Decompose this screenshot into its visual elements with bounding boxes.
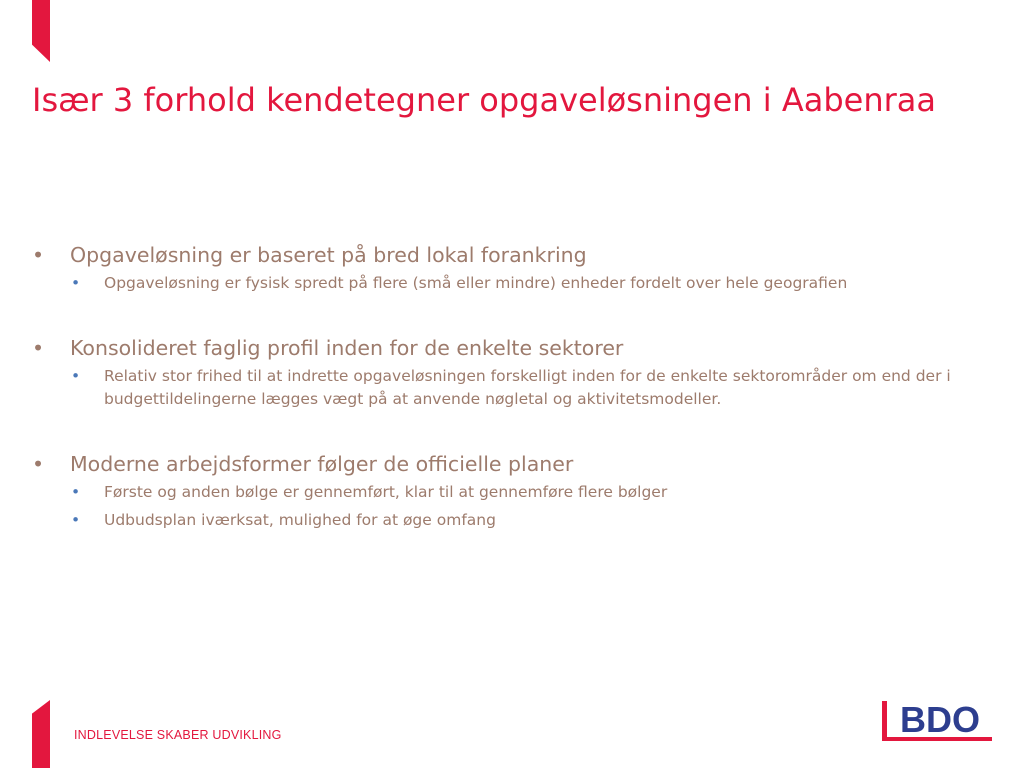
bullet-text: Opgaveløsning er baseret på bred lokal forankring: [70, 243, 587, 267]
bullet-group-3: [32, 449, 982, 532]
bullet-text: Konsolideret faglig profil inden for de enkelte sektorer: [70, 336, 624, 360]
bullet-text: Moderne arbejdsformer følger de officielle planer: [70, 452, 574, 476]
bullet-marker: •: [32, 452, 45, 476]
sub-bullet-text: Udbudsplan iværksat, mulighed for at øge omfang: [104, 511, 496, 529]
slide-content: [32, 240, 982, 570]
bullet-group-1: [32, 240, 982, 295]
sub-bullet-item: [32, 481, 982, 504]
sub-bullet-item: [32, 365, 982, 411]
slide-title: Især 3 forhold kendetegner opgaveløsningen i Aabenraa: [32, 81, 936, 119]
sub-bullet-item: [32, 272, 982, 295]
bullet-item: [32, 333, 982, 363]
sub-bullet-marker: •: [71, 511, 81, 529]
logo-text: BDO: [900, 700, 980, 740]
sub-bullet-marker: •: [71, 367, 81, 385]
sub-bullet-list: [32, 481, 982, 532]
top-accent-bar: [32, 0, 50, 62]
sub-bullet-marker: •: [71, 274, 81, 292]
footer-tagline: INDLEVELSE SKABER UDVIKLING: [74, 728, 282, 742]
bullet-group-2: [32, 333, 982, 411]
sub-bullet-list: [32, 365, 982, 411]
bullet-item: [32, 449, 982, 479]
bullet-item: [32, 240, 982, 270]
bdo-logo: [882, 700, 994, 744]
sub-bullet-list: [32, 272, 982, 295]
bullet-marker: •: [32, 336, 45, 360]
bottom-accent-bar: [32, 700, 50, 768]
logo-red-bar: [882, 701, 887, 741]
bullet-marker: •: [32, 243, 45, 267]
sub-bullet-marker: •: [71, 483, 81, 501]
sub-bullet-item: [32, 509, 982, 532]
sub-bullet-text: Relativ stor frihed til at indrette opgaveløsningen forskelligt inden for de enkelte sektorområder om end der i budgettildelingerne lægges vægt på at anvende nøgletal og aktivitetsmodeller.: [104, 367, 951, 408]
sub-bullet-text: Opgaveløsning er fysisk spredt på flere (små eller mindre) enheder fordelt over hele geografien: [104, 274, 848, 292]
sub-bullet-text: Første og anden bølge er gennemført, klar til at gennemføre flere bølger: [104, 483, 668, 501]
